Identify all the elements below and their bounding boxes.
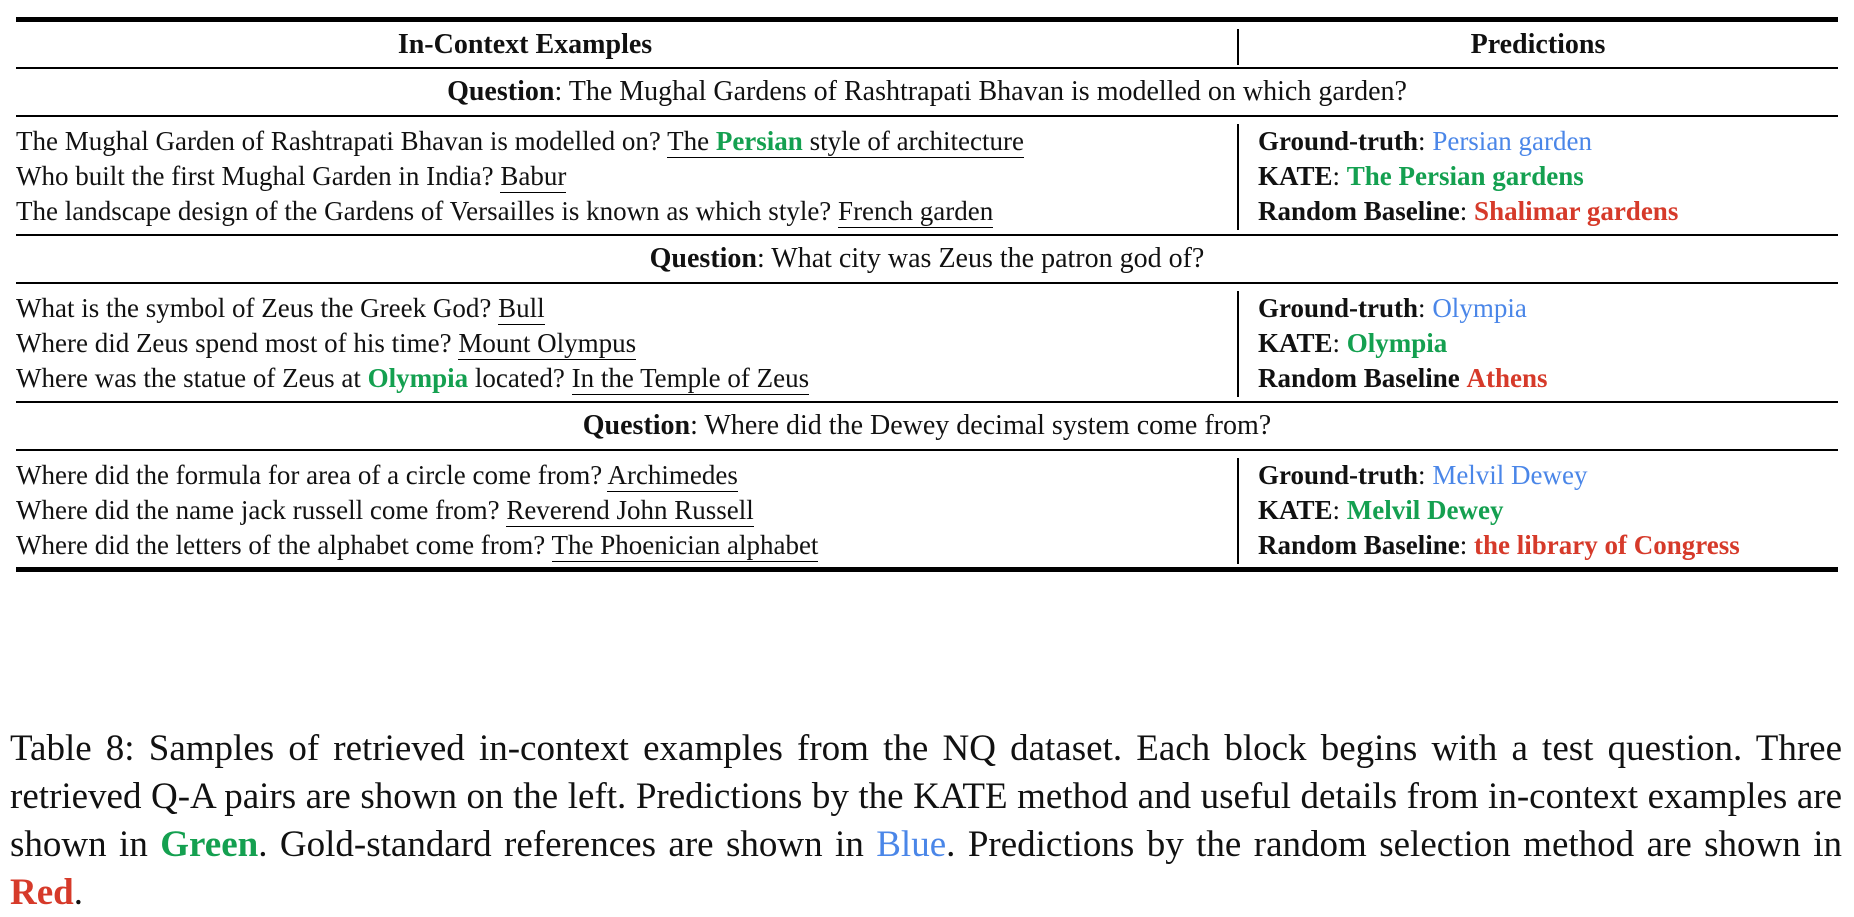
prediction-kate: KATE: Melvil Dewey	[1258, 495, 1504, 525]
example-row	[16, 326, 636, 360]
question-label: Question	[582, 410, 691, 441]
col-divider-block3	[1237, 458, 1239, 564]
col-divider-block1	[1237, 124, 1239, 230]
example-row	[16, 361, 809, 395]
example-question: What is the symbol of Zeus the Greek God?	[16, 293, 499, 323]
example-question: Where was the statue of Zeus at Olympia located?	[16, 363, 572, 393]
example-question: Where did the name jack russell come from?	[16, 495, 507, 525]
example-question: Where did the formula for area of a circle come from?	[16, 460, 608, 490]
example-answer: Bull	[498, 293, 545, 323]
prediction-kate: KATE: The Persian gardens	[1258, 161, 1584, 191]
example-row	[16, 124, 1024, 158]
prediction-ground-truth: Ground-truth: Persian garden	[1258, 126, 1593, 156]
question-label: Question	[649, 243, 757, 274]
prediction-random: Random Baseline: the library of Congress	[1258, 530, 1740, 560]
prediction-random: Random Baseline: Shalimar gardens	[1258, 196, 1679, 226]
header-predictions: Predictions	[1470, 29, 1606, 60]
example-row	[16, 159, 566, 193]
q3-rule	[16, 449, 1838, 451]
example-row	[16, 528, 818, 562]
prediction-kate: KATE: Olympia	[1258, 328, 1448, 358]
question-row	[16, 408, 1838, 444]
header-rule	[16, 67, 1838, 69]
block1-rule	[16, 234, 1838, 236]
q1-rule	[16, 115, 1838, 117]
header-in-context-examples: In-Context Examples	[397, 29, 653, 60]
example-row	[16, 291, 545, 325]
bottom-rule	[16, 567, 1838, 572]
question-text: : The Mughal Gardens of Rashtrapati Bhavan is modelled on which garden?	[554, 76, 1407, 107]
prediction-ground-truth: Ground-truth: Olympia	[1258, 293, 1527, 323]
example-question: Where did the letters of the alphabet come from?	[16, 530, 552, 560]
col-divider-block2	[1237, 291, 1239, 397]
question-text: : Where did the Dewey decimal system come from?	[690, 410, 1272, 441]
prediction-ground-truth: Ground-truth: Melvil Dewey	[1258, 460, 1588, 490]
question-text: : What city was Zeus the patron god of?	[757, 243, 1205, 274]
example-row	[16, 194, 993, 228]
question-label: Question	[447, 76, 555, 107]
example-answer: Archimedes	[607, 460, 738, 490]
example-question: Where did Zeus spend most of his time?	[16, 328, 459, 358]
question-row	[16, 241, 1838, 277]
table-caption: Table 8: Samples of retrieved in-context examples from the NQ dataset. Each block begins with a test question. Three retrieved Q-A pairs are shown on the left. Predictions by the KATE method and useful details from in-context examples are shown in Green. Gold-standard references are shown in Blue. Predictions by the random selection method are shown in Red.	[10, 728, 1842, 913]
example-answer: In the Temple of Zeus	[571, 363, 810, 393]
example-answer: The Phoenician alphabet	[551, 530, 819, 560]
block2-rule	[16, 401, 1838, 403]
question-row	[16, 74, 1838, 110]
example-question: The landscape design of the Gardens of Versailles is known as which style?	[16, 196, 839, 226]
example-row	[16, 458, 738, 492]
example-answer: Mount Olympus	[458, 328, 637, 358]
example-question: The Mughal Garden of Rashtrapati Bhavan is modelled on?	[16, 126, 668, 156]
top-rule	[16, 17, 1838, 22]
example-question: Who built the first Mughal Garden in India?	[16, 161, 501, 191]
q2-rule	[16, 282, 1838, 284]
example-answer: French garden	[838, 196, 994, 226]
example-row	[16, 493, 754, 527]
example-answer: The Persian style of architecture	[667, 126, 1024, 156]
example-answer: Babur	[500, 161, 567, 191]
example-answer: Reverend John Russell	[506, 495, 754, 525]
prediction-random: Random Baseline Athens	[1258, 363, 1548, 393]
